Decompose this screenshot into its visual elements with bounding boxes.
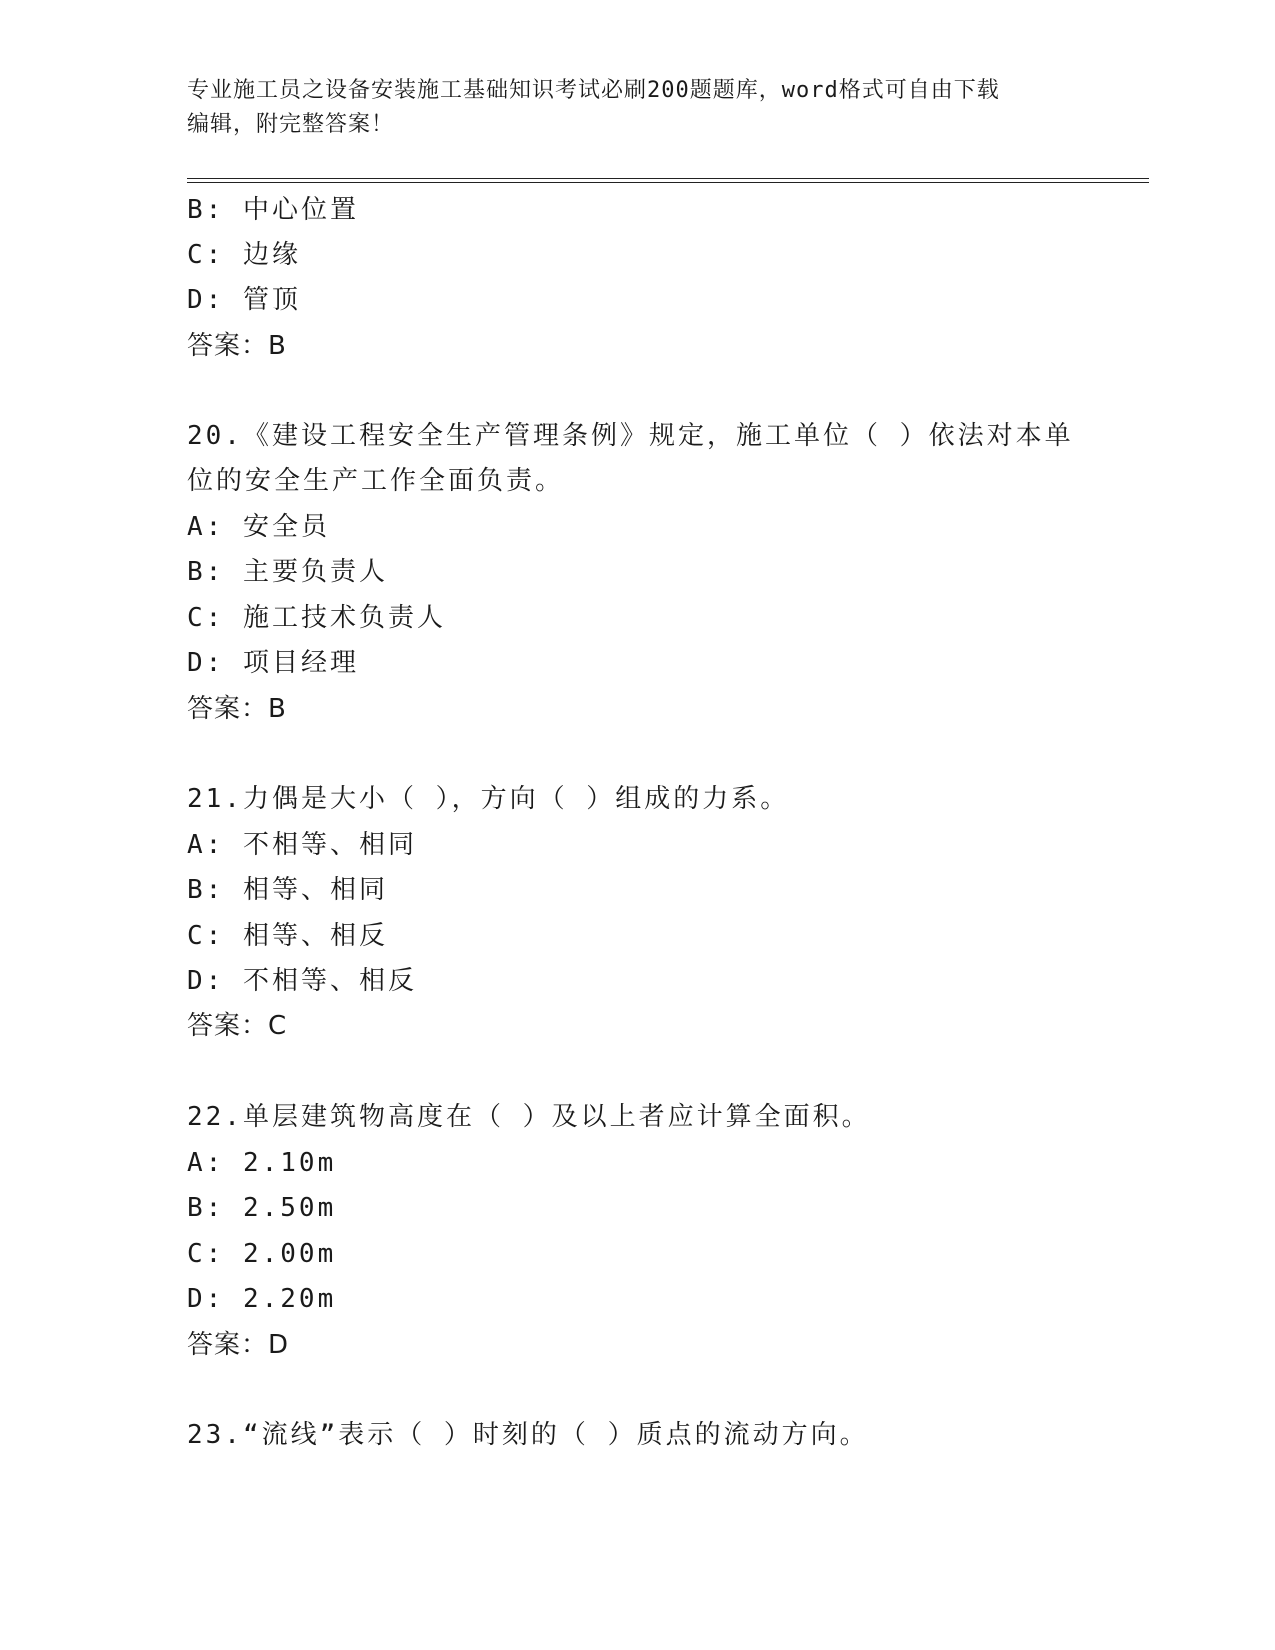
- q20-option-a: A: 安全员: [187, 512, 330, 542]
- q19-answer: 答案：B: [187, 331, 287, 361]
- q22-option-a: A: 2.10m: [187, 1148, 337, 1178]
- q21-option-c: C: 相等、相反: [187, 921, 388, 951]
- q23-stem: 23.“流线”表示（ ）时刻的（ ）质点的流动方向。: [187, 1420, 869, 1450]
- q21-stem: 21.力偶是大小（ ），方向（ ）组成的力系。: [187, 784, 790, 814]
- q20-option-d: D: 项目经理: [187, 648, 359, 678]
- q19-option-c: C: 边缘: [187, 240, 301, 270]
- q20-option-b: B: 主要负责人: [187, 557, 388, 587]
- q19-option-d: D: 管顶: [187, 285, 301, 315]
- q21-option-a: A: 不相等、相同: [187, 830, 417, 860]
- q22-option-b: B: 2.50m: [187, 1193, 337, 1223]
- header-divider-bottom: [187, 182, 1149, 183]
- header-title-line-1: 专业施工员之设备安装施工基础知识考试必刷200题题库，word格式可自由下载: [187, 78, 1000, 103]
- q20-answer: 答案：B: [187, 694, 287, 724]
- q22-stem: 22.单层建筑物高度在（ ）及以上者应计算全面积。: [187, 1102, 871, 1132]
- q22-option-c: C: 2.00m: [187, 1239, 337, 1269]
- q21-option-d: D: 不相等、相反: [187, 966, 417, 996]
- q19-option-b: B: 中心位置: [187, 195, 359, 225]
- q20-stem-line-1: 20.《建设工程安全生产管理条例》规定，施工单位（ ）依法对本单: [187, 421, 1074, 451]
- header-divider-top: [187, 178, 1149, 179]
- header-title-line-2: 编辑，附完整答案！: [187, 112, 395, 137]
- q21-option-b: B: 相等、相同: [187, 875, 388, 905]
- q22-option-d: D: 2.20m: [187, 1284, 337, 1314]
- q22-answer: 答案：D: [187, 1330, 290, 1360]
- q20-stem-line-2: 位的安全生产工作全面负责。: [187, 466, 565, 496]
- document-header: [187, 74, 1067, 142]
- q20-option-c: C: 施工技术负责人: [187, 603, 446, 633]
- q21-answer: 答案：C: [187, 1011, 288, 1041]
